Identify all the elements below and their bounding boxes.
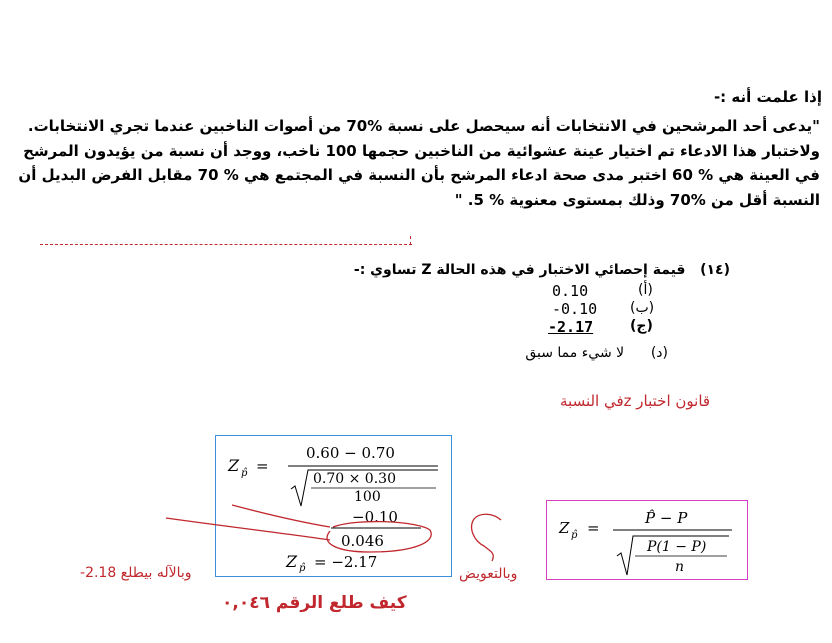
solution-radicand-denominator: 100	[354, 489, 381, 505]
circle-around-0-046	[327, 522, 431, 552]
option-a-letter: (أ)	[638, 282, 653, 298]
formula-z-symbol: Z	[559, 519, 570, 537]
option-d-letter: (د)	[650, 345, 668, 361]
formula-phat-sub: p̂	[571, 530, 578, 541]
problem-heading: إذا علمت أنه :-	[713, 88, 822, 106]
pointer-line-lower	[166, 518, 330, 540]
rule-caption: قانون اختبار zفي النسبة	[560, 392, 711, 410]
hand-drawn-hook	[472, 514, 501, 561]
formula-radicand-numerator: P(1 − P)	[647, 539, 707, 555]
problem-claim: "يدعى أحد المرشحين في الانتخابات أنه سيحصل على نسبة %70 من أصوات الناخبين عندما تجري الانتخابات. ولاختبار هذا الادعاء تم اختيار عينة عشوائية من الناخبين حجمها 100 ناخب، ووجد أن نسبة من يؤيدون المرشح في العينة هي % 60 اختبر مدى صحة ادعاء المرشح بأن النسبة في المجتمع هي % 70 مقابل الفرض البديل أن النسبة أقل من %70 وذلك بمستوى معنوية % 5. "	[18, 117, 820, 209]
formula-radicand-denominator: n	[675, 559, 685, 575]
solution-step2-numerator: −0.10	[352, 508, 398, 526]
solution-numerator: 0.60 − 0.70	[306, 444, 395, 462]
formula-equals: =	[587, 519, 600, 537]
calculator-note: وبالآله بيطلع 2.18-	[80, 565, 192, 581]
pointer-line-upper	[232, 505, 330, 527]
substitution-label: وبالتعويض	[459, 566, 518, 582]
solution-z-symbol-2: Z	[286, 552, 298, 571]
option-a-value: 0.10	[552, 282, 589, 300]
solution-phat-sub: p̂	[241, 468, 248, 479]
option-c-letter: (ج)	[630, 318, 653, 334]
solution-radicand-numerator: 0.70 × 0.30	[313, 471, 396, 487]
solution-step2-denominator: 0.046	[341, 532, 384, 550]
question-text: قيمة إحصائي الاختبار في هذه الحالة Z تساوي :-	[353, 262, 686, 278]
solution-equals-1: =	[256, 457, 269, 475]
option-b-letter: (ب)	[630, 300, 655, 316]
solution-phat-sub-2: p̂	[299, 563, 306, 574]
user-question: كيف طلع الرقم ٠,٠٤٦	[222, 593, 407, 613]
option-d-value: لا شيء مما سبق	[525, 345, 625, 361]
solution-z-symbol: Z	[228, 456, 240, 475]
formula-numerator: P̂ − P	[645, 509, 688, 527]
option-c-value: -2.17	[548, 318, 594, 336]
question-number: (١٤)	[700, 262, 730, 278]
option-b-value: -0.10	[552, 300, 598, 318]
solution-result: = −2.17	[314, 553, 378, 571]
